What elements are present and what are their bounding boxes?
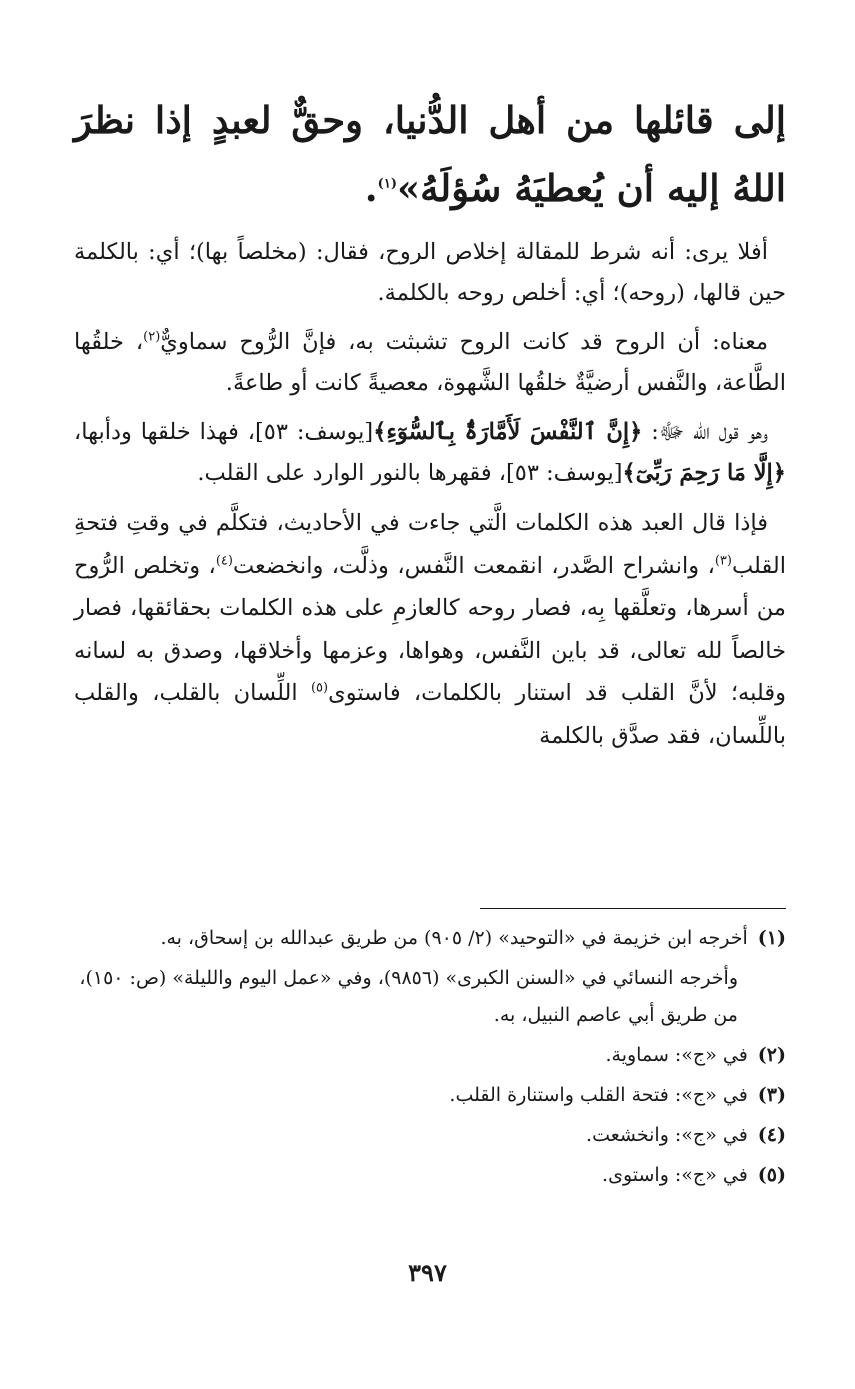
- paragraph-4: [74, 502, 786, 757]
- footnote-text: في «ج»: فتحة القلب واستنارة القلب.: [449, 1084, 748, 1106]
- page-number: ٣٩٧: [408, 1258, 447, 1287]
- quran-verse: ﴿إِلَّا مَا رَحِمَ رَبِّىٓ﴾: [622, 460, 786, 486]
- hadith-end: .: [364, 166, 378, 210]
- footnote-text: أخرجه ابن خزيمة في «التوحيد» (٢/ ٩٠٥) من طريق عبدالله بن إسحاق، به.: [160, 927, 748, 949]
- footnote-1-continued: [74, 960, 786, 1034]
- footnote-number: (٥): [757, 1164, 786, 1186]
- footnote-ref-3: (٣): [714, 553, 732, 568]
- footnote-2: [74, 1037, 786, 1074]
- paragraph-1: [74, 232, 786, 314]
- main-text: [74, 86, 786, 765]
- footnote-text: في «ج»: وانخشعت.: [586, 1124, 748, 1146]
- paragraph-text: فإذا قال العبد هذه الكلمات الَّتي جاءت في الأحاديث، فتكلَّم في وقتِ فتحةِ القلب: [74, 510, 786, 579]
- footnotes: [74, 920, 786, 1197]
- footnote-1: [74, 920, 786, 957]
- footnote-text: وأخرجه النسائي في «السنن الكبرى» (٩٨٥٦)، وفي «عمل اليوم والليلة» (ص: ١٥٠)، من طريق أبي عاصم النبيل، به.: [79, 967, 738, 1026]
- footnote-number: (٢): [757, 1044, 786, 1066]
- paragraph-2: [74, 322, 786, 404]
- footnote-4: [74, 1117, 786, 1154]
- verse-source: [يوسف: ٥٣]: [254, 419, 374, 445]
- footnote-3: [74, 1077, 786, 1114]
- paragraph-text: معناه: أن الروح قد كانت الروح تشبثت به، فإنَّ الرُّوح سماويٌّ: [160, 329, 768, 355]
- paragraph-text: ، فهذا خلقها ودأبها،: [74, 419, 255, 445]
- footnote-ref-1: (١): [377, 176, 397, 192]
- footnote-ref-2: (٢): [143, 329, 161, 345]
- footnote-ref-4: (٤): [215, 553, 233, 568]
- footnote-text: في «ج»: سماوية.: [605, 1044, 748, 1066]
- hadith-text: إلى قائلها من أهل الدُّنيا، وحقٌّ لعبدٍ إذا نظرَ اللهُ إليه أن يُعطيَهُ سُؤلَهُ»: [74, 98, 786, 210]
- paragraph-text: ، فقهرها بالنور الوارد على القلب.: [197, 460, 506, 486]
- paragraph-text: ، خلقُها الطَّاعة، والنَّفس أرضيَّةٌ خلقُها الشَّهوة، معصيةً كانت أو طاعةً.: [74, 329, 786, 396]
- verse-source: [يوسف: ٥٣]: [506, 460, 623, 486]
- footnote-ref-5: (٥): [310, 680, 329, 696]
- footnote-text: في «ج»: واستوى.: [602, 1164, 748, 1186]
- paragraph-text: ، وتخلص الرُّوح من أسرها، وتعلَّقها بِه، فصار روحه كالعازمِ على هذه الكلمات بحقائقها، فصار خالصاً لله تعالى، قد باين النَّفس، وهواها، وعزمها وأخلاقها، وصدق به لسانه وقلبه؛ لأنَّ القلب قد استنار بالكلمات، فاستوى: [74, 552, 786, 706]
- hadith-continuation: [74, 86, 786, 222]
- paragraph-text: أفلا يرى: أنه شرط للمقالة إخلاص الروح، فقال: (مخلصاً بها)؛ أي: بالكلمة حين قالها، (روحه)؛ أي: أخلص روحه بالكلمة.: [74, 239, 786, 306]
- footnote-number: (٣): [757, 1084, 786, 1106]
- quran-verse: ﴿إِنَّ ٱلنَّفْسَ لَأَمَّارَةٌۢ بِٱلسُّوٓءِ﴾: [373, 419, 643, 445]
- paragraph-3: [74, 412, 786, 494]
- paragraph-text: وهو قول الله ﷻ:: [642, 419, 768, 445]
- paragraph-text: ، وانشراح الصَّدر، انقمعت النَّفس، وذلَّت، وانخضعت: [232, 552, 715, 579]
- paragraph-text: اللِّسان بالقلب، والقلب باللِّسان، فقد صدَّق بالكلمة: [74, 680, 786, 749]
- footnote-divider: [480, 908, 786, 909]
- footnote-5: [74, 1157, 786, 1194]
- footnote-number: (١): [757, 927, 786, 949]
- footnote-number: (٤): [757, 1124, 786, 1146]
